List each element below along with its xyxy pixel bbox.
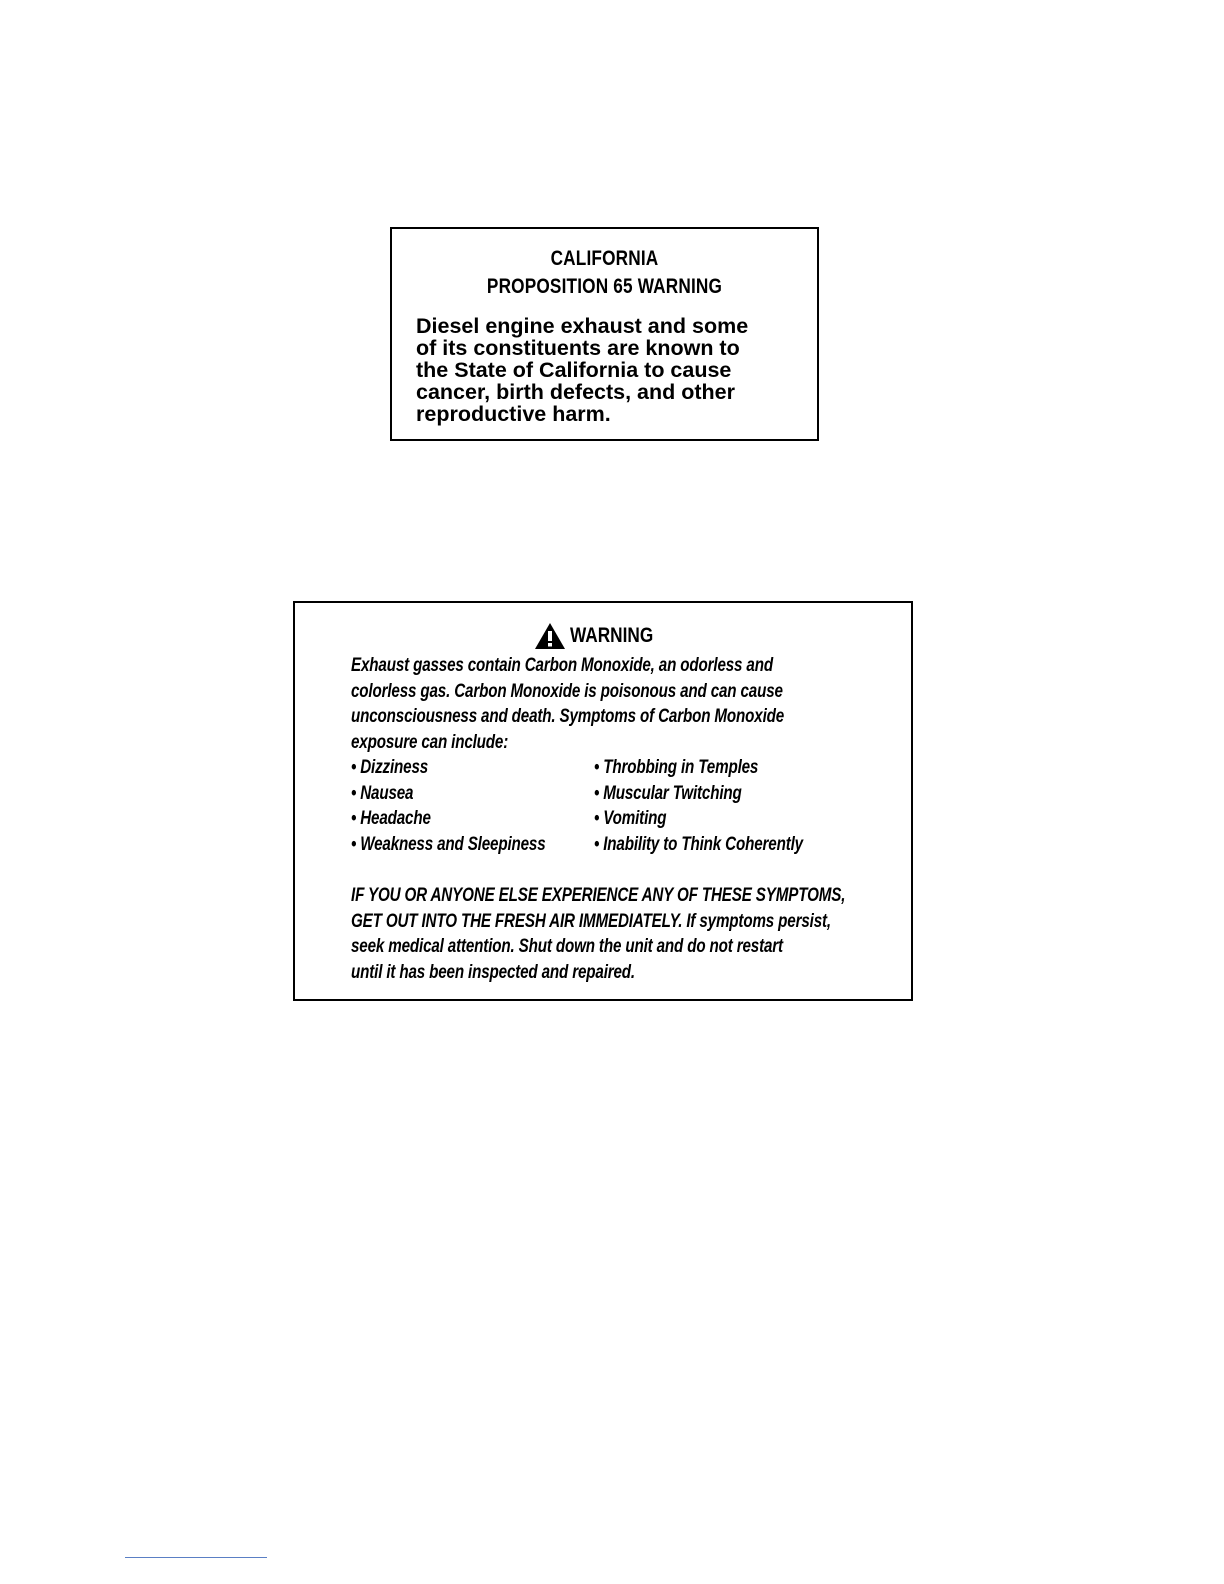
symptom-column-right (594, 755, 855, 857)
carbon-monoxide-warning-box (293, 601, 913, 1001)
symptom-item: • Muscular Twitching (594, 782, 742, 804)
scan-artifact-line (125, 1557, 267, 1558)
prop65-warning-box (390, 227, 819, 441)
prop65-body-line: cancer, birth defects, and other (416, 380, 736, 404)
advice-line: GET OUT INTO THE FRESH AIR IMMEDIATELY. If symptoms persist, (351, 910, 831, 932)
warning-title (295, 622, 911, 652)
symptom-item: • Weakness and Sleepiness (351, 833, 546, 855)
prop65-heading-line2: PROPOSITION 65 WARNING (486, 275, 723, 298)
prop65-body-line: of its constituents are known to (416, 336, 740, 360)
warning-title-text: WARNING (570, 624, 654, 647)
advice-line: until it has been inspected and repaired. (351, 961, 635, 983)
prop65-heading-line1: CALIFORNIA (550, 247, 659, 270)
intro-line: exposure can include: (351, 731, 509, 753)
intro-line: Exhaust gasses contain Carbon Monoxide, an odorless and (351, 655, 773, 676)
warning-advice (351, 883, 969, 985)
prop65-body-text (416, 315, 806, 425)
symptom-item: • Inability to Think Coherently (594, 833, 803, 855)
intro-line: unconsciousness and death. Symptoms of Carbon Monoxide (351, 706, 785, 728)
symptom-item: • Nausea (351, 782, 414, 804)
intro-line: colorless gas. Carbon Monoxide is poisonous and can cause (351, 680, 783, 702)
advice-line: IF YOU OR ANYONE ELSE EXPERIENCE ANY OF THESE SYMPTOMS, (351, 885, 846, 906)
prop65-body-line: the State of California to cause (416, 358, 732, 382)
advice-line: seek medical attention. Shut down the unit and do not restart (351, 936, 783, 958)
prop65-body-line: reproductive harm. (416, 402, 611, 426)
symptom-column-left (351, 755, 594, 857)
symptom-item: • Throbbing in Temples (594, 757, 759, 778)
warning-intro (351, 653, 892, 755)
symptom-item: • Vomiting (594, 808, 667, 830)
symptom-item: • Headache (351, 808, 431, 830)
prop65-body-line: Diesel engine exhaust and some (416, 314, 749, 338)
symptom-item: • Dizziness (351, 757, 429, 778)
warning-triangle-icon (534, 622, 566, 650)
